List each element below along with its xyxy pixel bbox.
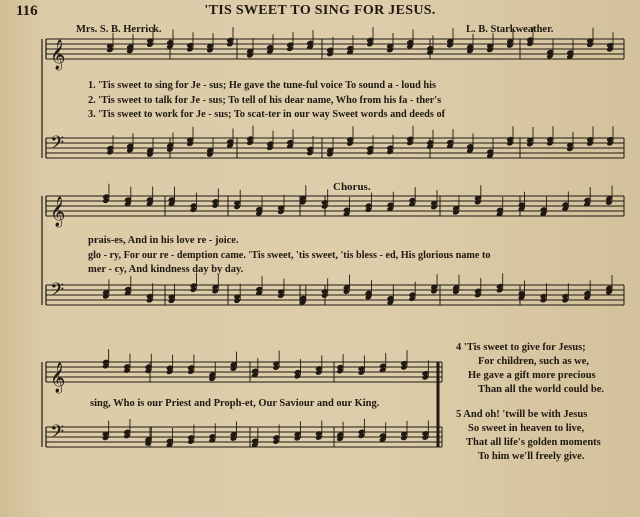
verse-line-3: 3. 'Tis sweet to work for Je - sus; To scat-ter in our way Sweet words and deeds of <box>88 109 446 120</box>
page-number: 116 <box>16 3 38 19</box>
stanza-5-line-4: To him we'll freely give. <box>478 451 585 462</box>
system2-line-1: prais-es, And in his love re - joice. <box>88 235 239 246</box>
bass-clef-icon: 𝄢 <box>50 422 65 447</box>
stanza-4-line-1: 4 'Tis sweet to give for Jesus; <box>456 342 586 353</box>
stanza-5-line-2: So sweet in heaven to live, <box>468 423 585 434</box>
stanza-4-line-2: For children, such as we, <box>478 356 590 367</box>
system2-line-3: mer - cy, And kindness day by day. <box>88 264 244 275</box>
bass-clef-icon: 𝄢 <box>50 280 65 305</box>
system3-line-1: sing, Who is our Priest and Proph-et, Our Saviour and our King. <box>90 398 380 409</box>
chorus-label: Chorus. <box>333 181 371 193</box>
verse-line-1: 1. 'Tis sweet to sing for Je - sus; He gave the tune-ful voice To sound a - loud his <box>88 80 437 91</box>
treble-clef-icon: 𝄞 <box>50 40 66 70</box>
stanza-4-line-3: He gave a gift more precious <box>468 370 596 381</box>
treble-clef-icon: 𝄞 <box>50 363 66 393</box>
system2-line-2: glo - ry, For our re - demption came. 'Tis sweet, 'tis sweet, 'tis bless - ed, His glorious name to <box>88 250 491 261</box>
treble-clef-icon: 𝄞 <box>50 197 66 227</box>
stanza-5-line-1: 5 And oh! 'twill be with Jesus <box>456 409 588 420</box>
verse-line-2: 2. 'Tis sweet to talk for Je - sus; To tell of his dear name, Who from his fa - ther's <box>88 95 442 106</box>
stanza-5-line-3: That all life's golden moments <box>466 437 601 448</box>
lyricist-credit: Mrs. S. B. Herrick. <box>76 24 162 35</box>
hymn-title: 'TIS SWEET TO SING FOR JESUS. <box>204 3 436 18</box>
stanza-4-line-4: Than all the world could be. <box>478 384 605 395</box>
bass-clef-icon: 𝄢 <box>50 133 65 158</box>
composer-credit: L. B. Starkweather. <box>466 24 554 35</box>
